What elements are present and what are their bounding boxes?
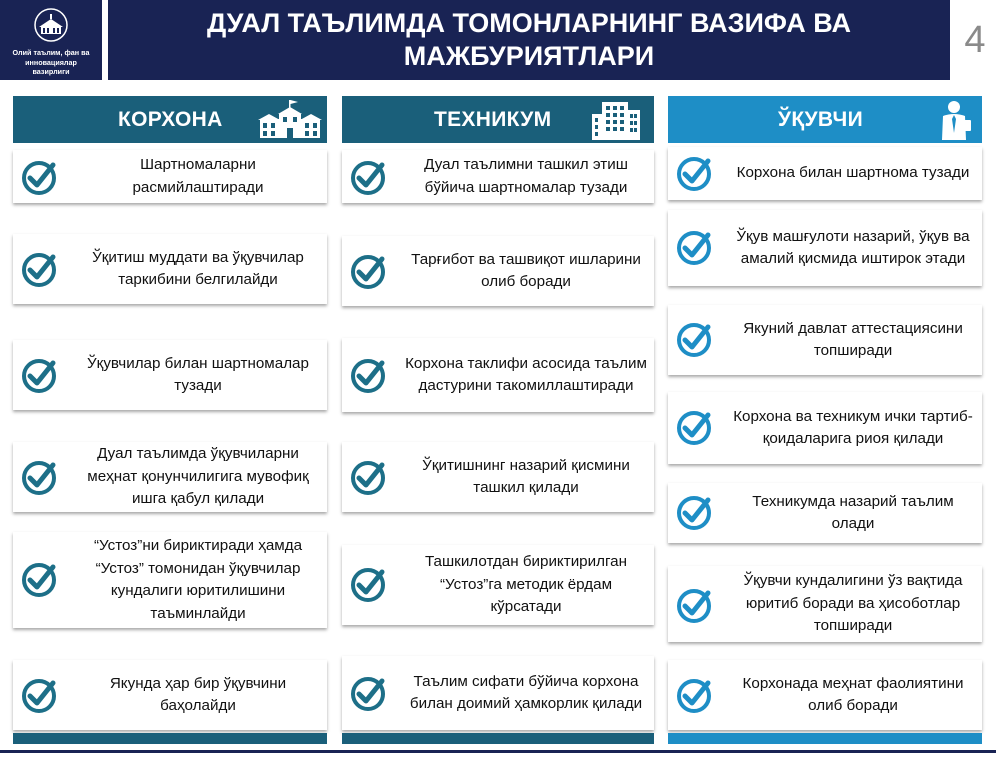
item-text: Ўқитиш муддати ва ўқувчилар таркибини белгилайди — [92, 248, 304, 288]
item-text: Дуал таълимда ўқувчиларни меҳнат қонунчилигига мувофиқ ишга қабул қилади — [87, 445, 309, 508]
column-footer-bar — [13, 733, 327, 744]
column-header-texnikum — [342, 96, 654, 143]
list-item — [668, 566, 982, 642]
list-item — [668, 210, 982, 286]
item-text: Ўқитишнинг назарий қисмини ташкил қилади — [422, 456, 630, 496]
list-item — [342, 656, 654, 730]
item-text: “Устоз”ни бириктиради ҳамда “Устоз” томонидан ўқувчилар кундалиги юритилишини таъминлайди — [93, 537, 303, 622]
list-item — [342, 236, 654, 306]
item-text: Якуний давлат аттестациясини топширади — [743, 319, 963, 359]
item-text: Корхонада меҳнат фаолиятини олиб боради — [742, 674, 964, 714]
list-item — [13, 660, 327, 730]
checkmark-icon — [21, 678, 57, 714]
column-header-uquvchi — [668, 96, 982, 143]
title-banner — [108, 0, 950, 80]
checkmark-icon — [21, 160, 57, 196]
checkmark-icon — [676, 588, 712, 624]
checkmark-icon — [676, 156, 712, 192]
item-text: Якунда ҳар бир ўқувчини баҳолайди — [109, 674, 287, 714]
list-item — [342, 338, 654, 412]
list-item — [342, 442, 654, 512]
ministry-name: Олий таълим, фан ва инновациялар вазирлиги — [12, 48, 90, 76]
page-number: 4 — [964, 18, 986, 61]
checkmark-icon — [676, 322, 712, 358]
item-text: Таълим сифати бўйича корхона билан доимий ҳамкорлик қилади — [409, 672, 643, 712]
list-item — [13, 150, 327, 203]
checkmark-icon — [350, 254, 386, 290]
column-header-label: ТЕХНИКУМ — [434, 107, 552, 131]
column-footer-bar — [342, 733, 654, 744]
item-text: Корхона таклифи асосида таълим дастурини такомиллаштиради — [405, 354, 647, 394]
list-item — [342, 150, 654, 203]
list-item — [668, 305, 982, 375]
checkmark-icon — [21, 358, 57, 394]
list-item — [13, 532, 327, 628]
checkmark-icon — [350, 160, 386, 196]
emblem-icon — [29, 7, 73, 45]
list-item — [13, 442, 327, 512]
item-text: Корхона билан шартнома тузади — [736, 164, 970, 182]
item-text: Ўқув машғулоти назарий, ўқув ва амалий қисмида иштирок этади — [736, 227, 970, 267]
checkmark-icon — [350, 358, 386, 394]
checkmark-icon — [21, 460, 57, 496]
checkmark-icon — [350, 460, 386, 496]
item-text: Тарғибот ва ташвиқот ишларини олиб боради — [411, 250, 641, 290]
item-text: Ўқувчилар билан шартномалар тузади — [87, 354, 309, 394]
item-text: Дуал таълимни ташкил этиш бўйича шартномалар тузади — [424, 156, 628, 196]
checkmark-icon — [21, 562, 57, 598]
checkmark-icon — [676, 678, 712, 714]
page-title: ДУАЛ ТАЪЛИМДА ТОМОНЛАРНИНГ ВАЗИФА ВА МАЖБУРИЯТЛАРИ — [207, 8, 851, 71]
column-header-label: КОРХОНА — [118, 107, 223, 131]
list-item — [668, 483, 982, 543]
checkmark-icon — [21, 252, 57, 288]
list-item — [668, 147, 982, 200]
list-item — [668, 392, 982, 464]
checkmark-icon — [676, 495, 712, 531]
item-text: Корхона ва техникум ички тартиб-қоидаларига риоя қилади — [733, 407, 973, 447]
item-text: Ўқувчи кундалигини ўз вақтида юритиб боради ва ҳисоботлар топширади — [743, 572, 963, 635]
checkmark-icon — [350, 567, 386, 603]
item-text: Ташкилотдан бириктирилган “Устоз”га методик ёрдам кўрсатади — [424, 553, 628, 616]
column-header-label: ЎҚУВЧИ — [778, 107, 863, 131]
student-icon — [938, 100, 972, 140]
office-building-icon — [590, 100, 642, 140]
item-text: Шартномаларни расмийлаштиради — [132, 156, 264, 196]
ministry-logo — [0, 0, 102, 80]
checkmark-icon — [350, 676, 386, 712]
checkmark-icon — [676, 230, 712, 266]
item-text: Техникумда назарий таълим олади — [752, 492, 954, 532]
building-icon — [258, 100, 322, 140]
checkmark-icon — [676, 410, 712, 446]
list-item — [13, 340, 327, 410]
column-footer-bar — [668, 733, 982, 744]
list-item — [13, 234, 327, 304]
footer-divider — [0, 750, 996, 753]
list-item — [668, 660, 982, 730]
column-header-korxona — [13, 96, 327, 143]
list-item — [342, 545, 654, 625]
